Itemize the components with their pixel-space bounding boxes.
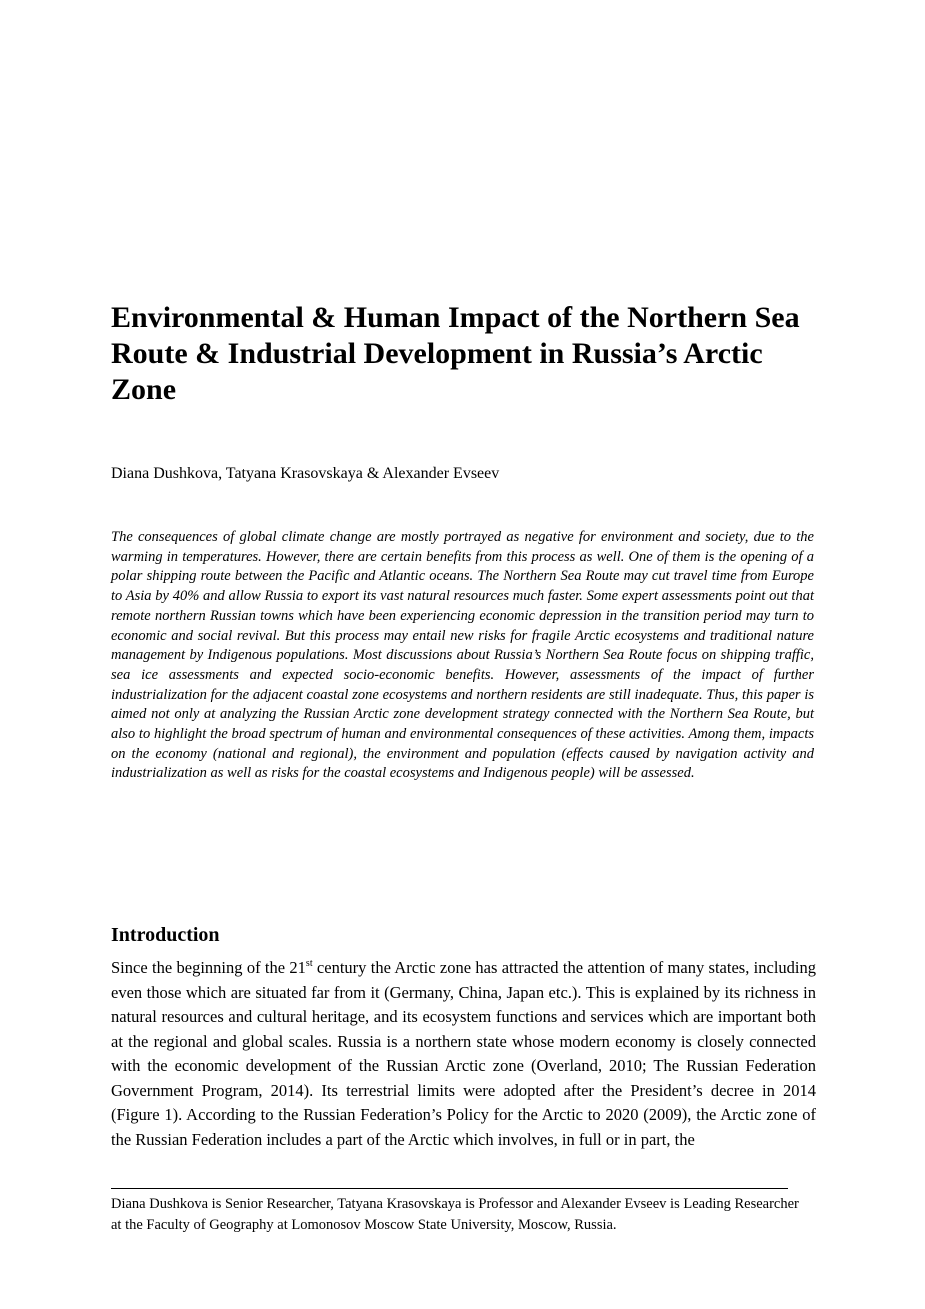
introduction-paragraph — [111, 956, 816, 1152]
section-heading-introduction: Introduction — [111, 924, 220, 946]
intro-text-rest: century the Arctic zone has attracted the attention of many states, including even those which are situated far from it (Germany, China, Japan etc.). This is explained by its richness in natural resources and cultural heritage, and its ecosystem functions and services which are important both at the regional and global scales. Russia is a northern state whose modern economy is closely connected with the economic development of the Russian Arctic zone (Overland, 2010; The Russian Federation Government Program, 2014). Its terrestrial limits were adopted after the President’s decree in 2014 (Figure 1). According to the Russian Federation’s Policy for the Arctic to 2020 (2009), the Arctic zone of the Russian Federation includes a part of the Arctic which involves, in full or in part, the — [111, 958, 816, 1149]
intro-text-start: Since the beginning of the 21 — [111, 958, 306, 977]
author-list: Diana Dushkova, Tatyana Krasovskaya & Alexander Evseev — [111, 465, 500, 482]
author-affiliation-footnote: Diana Dushkova is Senior Researcher, Tatyana Krasovskaya is Professor and Alexander Evseev is Leading Researcher at the Faculty of Geography at Lomonosov Moscow State University, Moscow, Russia. — [111, 1196, 799, 1233]
century-superscript: st — [305, 958, 313, 969]
paper-title: Environmental & Human Impact of the Northern Sea Route & Industrial Development in Russia’s Arctic Zone — [111, 301, 800, 406]
footnote-divider — [111, 1188, 788, 1189]
abstract: The consequences of global climate change are mostly portrayed as negative for environment and society, due to the warming in temperatures. However, there are certain benefits from this process as well. One of them is the opening of a polar shipping route between the Pacific and Atlantic oceans. The Northern Sea Route may cut travel time from Europe to Asia by 40% and allow Russia to export its vast natural resources much faster. Some expert assessments point out that remote northern Russian towns which have been experiencing economic depression in the transition period may turn to economic and social revival. But this process may entail new risks for fragile Arctic ecosystems and traditional nature management by Indigenous populations. Most discussions about Russia’s Northern Sea Route focus on shipping traffic, sea ice assessments and expected socio-economic benefits. However, assessments of the impact of further industrialization for the adjacent coastal zone ecosystems and northern residents are still inadequate. Thus, this paper is aimed not only at analyzing the Russian Arctic zone development strategy connected with the Northern Sea Route, but also to highlight the broad spectrum of human and environmental consequences of these activities. Among them, impacts on the economy (national and regional), the environment and population (effects caused by navigation activity and industrialization as well as risks for the coastal ecosystems and Indigenous people) will be assessed. — [111, 529, 814, 782]
